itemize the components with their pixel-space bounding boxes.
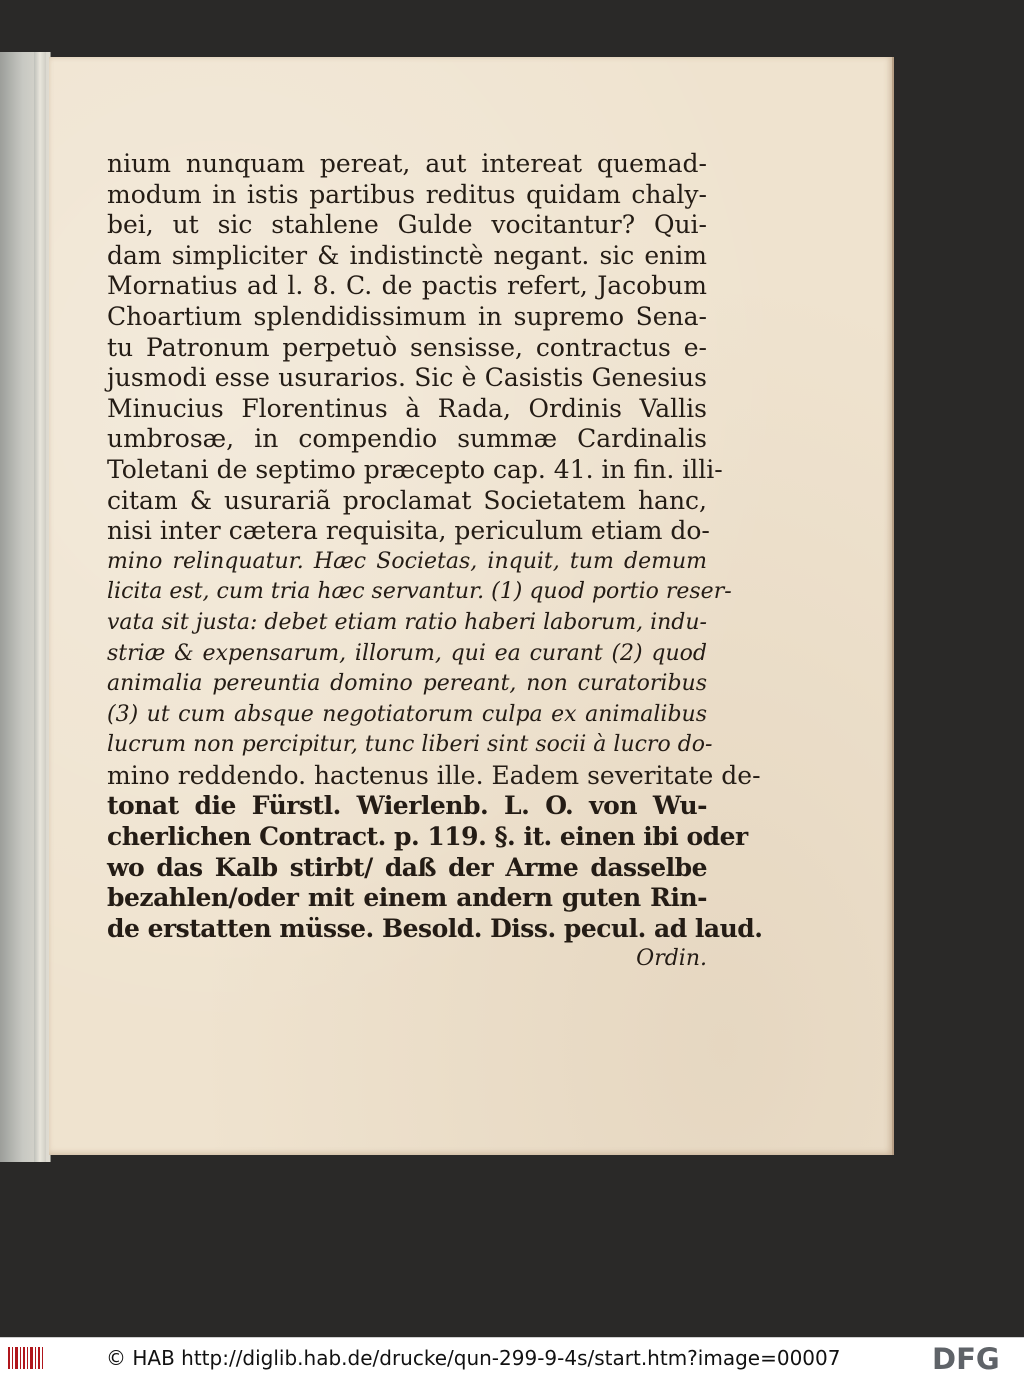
binding-gutter — [34, 52, 46, 1162]
dfg-logo-text: DFG — [932, 1342, 1000, 1374]
dfg-logo — [930, 1342, 1016, 1374]
text-line: (3) ut cum absque negotiatorum culpa ex animalibus — [107, 701, 707, 727]
catchword: Ordin. — [636, 946, 707, 972]
text-line: mino reddendo. hactenus ille. Eadem severitate de- — [107, 760, 761, 790]
text-line: nium nunquam pereat, aut intereat quemad- — [107, 149, 707, 178]
text-line: Choartium splendidissimum in supremo Sena- — [107, 301, 707, 331]
text-line: animalia pereuntia domino pereant, non curatoribus — [107, 671, 707, 697]
text-line: umbrosæ, in compendio summæ Cardinalis — [107, 424, 707, 454]
text-line: citam & usurariã proclamat Societatem hanc, — [107, 485, 707, 515]
text-line: jusmodi esse usurarios. Sic è Casistis Genesius — [107, 363, 707, 393]
text-line: de erstatten müsse. Besold. Diss. pecul. ad laud. — [107, 913, 763, 943]
page-text — [107, 149, 763, 975]
text-line: Mornatius ad l. 8. C. de pactis refert, Jacobum — [107, 271, 707, 301]
text-line: bezahlen/oder mit einem andern guten Rin- — [107, 883, 707, 913]
previous-page-edge — [0, 52, 51, 1162]
text-line: bei, ut sic stahlene Gulde vocitantur? Qui- — [107, 210, 707, 240]
text-line: nisi inter cætera requisita, periculum etiam do- — [107, 516, 710, 546]
copyright-credit: © HAB http://diglib.hab.de/drucke/qun-299-9-4s/start.htm?image=00007 — [106, 1346, 841, 1370]
text-line: cherlichen Contract. p. 119. §. it. einen ibi oder — [107, 822, 748, 852]
text-line: licita est, cum tria hæc servantur. (1) quod portio reser- — [107, 579, 732, 605]
barcode-icon — [6, 1344, 46, 1372]
text-line: vata sit justa: debet etiam ratio haberi laborum, indu- — [107, 609, 707, 635]
page-scan — [49, 57, 892, 1155]
footer-bar — [0, 1337, 1024, 1378]
text-line: tonat die Fürstl. Wierlenb. L. O. von Wu- — [107, 791, 707, 821]
text-line: wo das Kalb stirbt/ daß der Arme dasselbe — [107, 852, 707, 882]
text-line: Toletani de septimo præcepto cap. 41. in fin. illi- — [107, 454, 723, 484]
text-line: tu Patronum perpetuò sensisse, contractus e- — [107, 332, 707, 362]
text-line: dam simpliciter & indistinctè negant. sic enim — [107, 240, 707, 270]
text-line: lucrum non percipitur, tunc liberi sint socii à lucro do- — [107, 732, 713, 758]
text-line: mino relinquatur. Hæc Societas, inquit, tum demum — [107, 548, 707, 574]
text-line: striæ & expensarum, illorum, qui ea curant (2) quod — [107, 640, 707, 666]
text-line: modum in istis partibus reditus quidam chaly- — [107, 179, 707, 209]
text-line: Minucius Florentinus à Rada, Ordinis Vallis — [107, 393, 707, 423]
